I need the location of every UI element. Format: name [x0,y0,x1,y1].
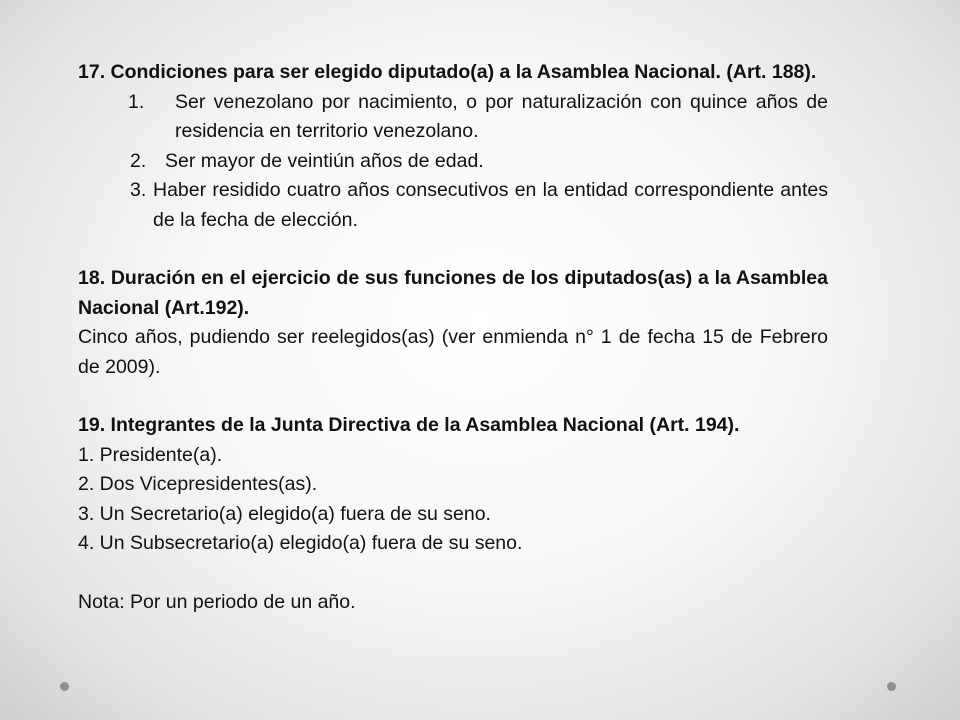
section-18-heading: 18. Duración en el ejercicio de sus funciones de los diputados(as) a la Asamblea Nacional (Art.192). [78,267,828,319]
note-text: Nota: Por un periodo de un año. [78,590,356,613]
item-number: 2. [130,149,147,172]
section-17-item-3 [130,176,828,235]
section-18-body: Cinco años, pudiendo ser reelegidos(as) (ver enmienda n° 1 de fecha 15 de Febrero de 2009). [78,326,828,378]
section-17-item-1 [128,88,828,147]
section-17-heading: 17. Condiciones para ser elegido diputado(a) a la Asamblea Nacional. (Art. 188). [78,61,817,83]
spacer [78,382,828,411]
spacer [78,235,828,264]
section-19-item-1: 1. Presidente(a). [78,443,223,466]
section-19-item-3: 3. Un Secretario(a) elegido(a) fuera de su seno. [78,502,491,525]
item-number: 3. [130,179,147,201]
decorative-dot-right [887,682,896,691]
item-text: Ser venezolano por nacimiento, o por naturalización con quince años de residencia en territorio venezolano. [175,90,828,142]
section-19-heading: 19. Integrantes de la Junta Directiva de la Asamblea Nacional (Art. 194). [78,414,740,436]
section-17-item-2 [130,147,828,177]
section-19-item-4: 4. Un Subsecretario(a) elegido(a) fuera de su seno. [78,532,523,554]
item-text: Ser mayor de veintiún años de edad. [165,149,484,172]
spacer [78,559,828,588]
item-text: Haber residido cuatro años consecutivos en la entidad correspondiente antes de la fecha de elección. [153,179,828,231]
item-number: 1. [128,90,145,113]
slide-content [78,58,828,617]
decorative-dot-left [60,682,69,691]
section-19-item-2: 2. Dos Vicepresidentes(as). [78,473,318,495]
